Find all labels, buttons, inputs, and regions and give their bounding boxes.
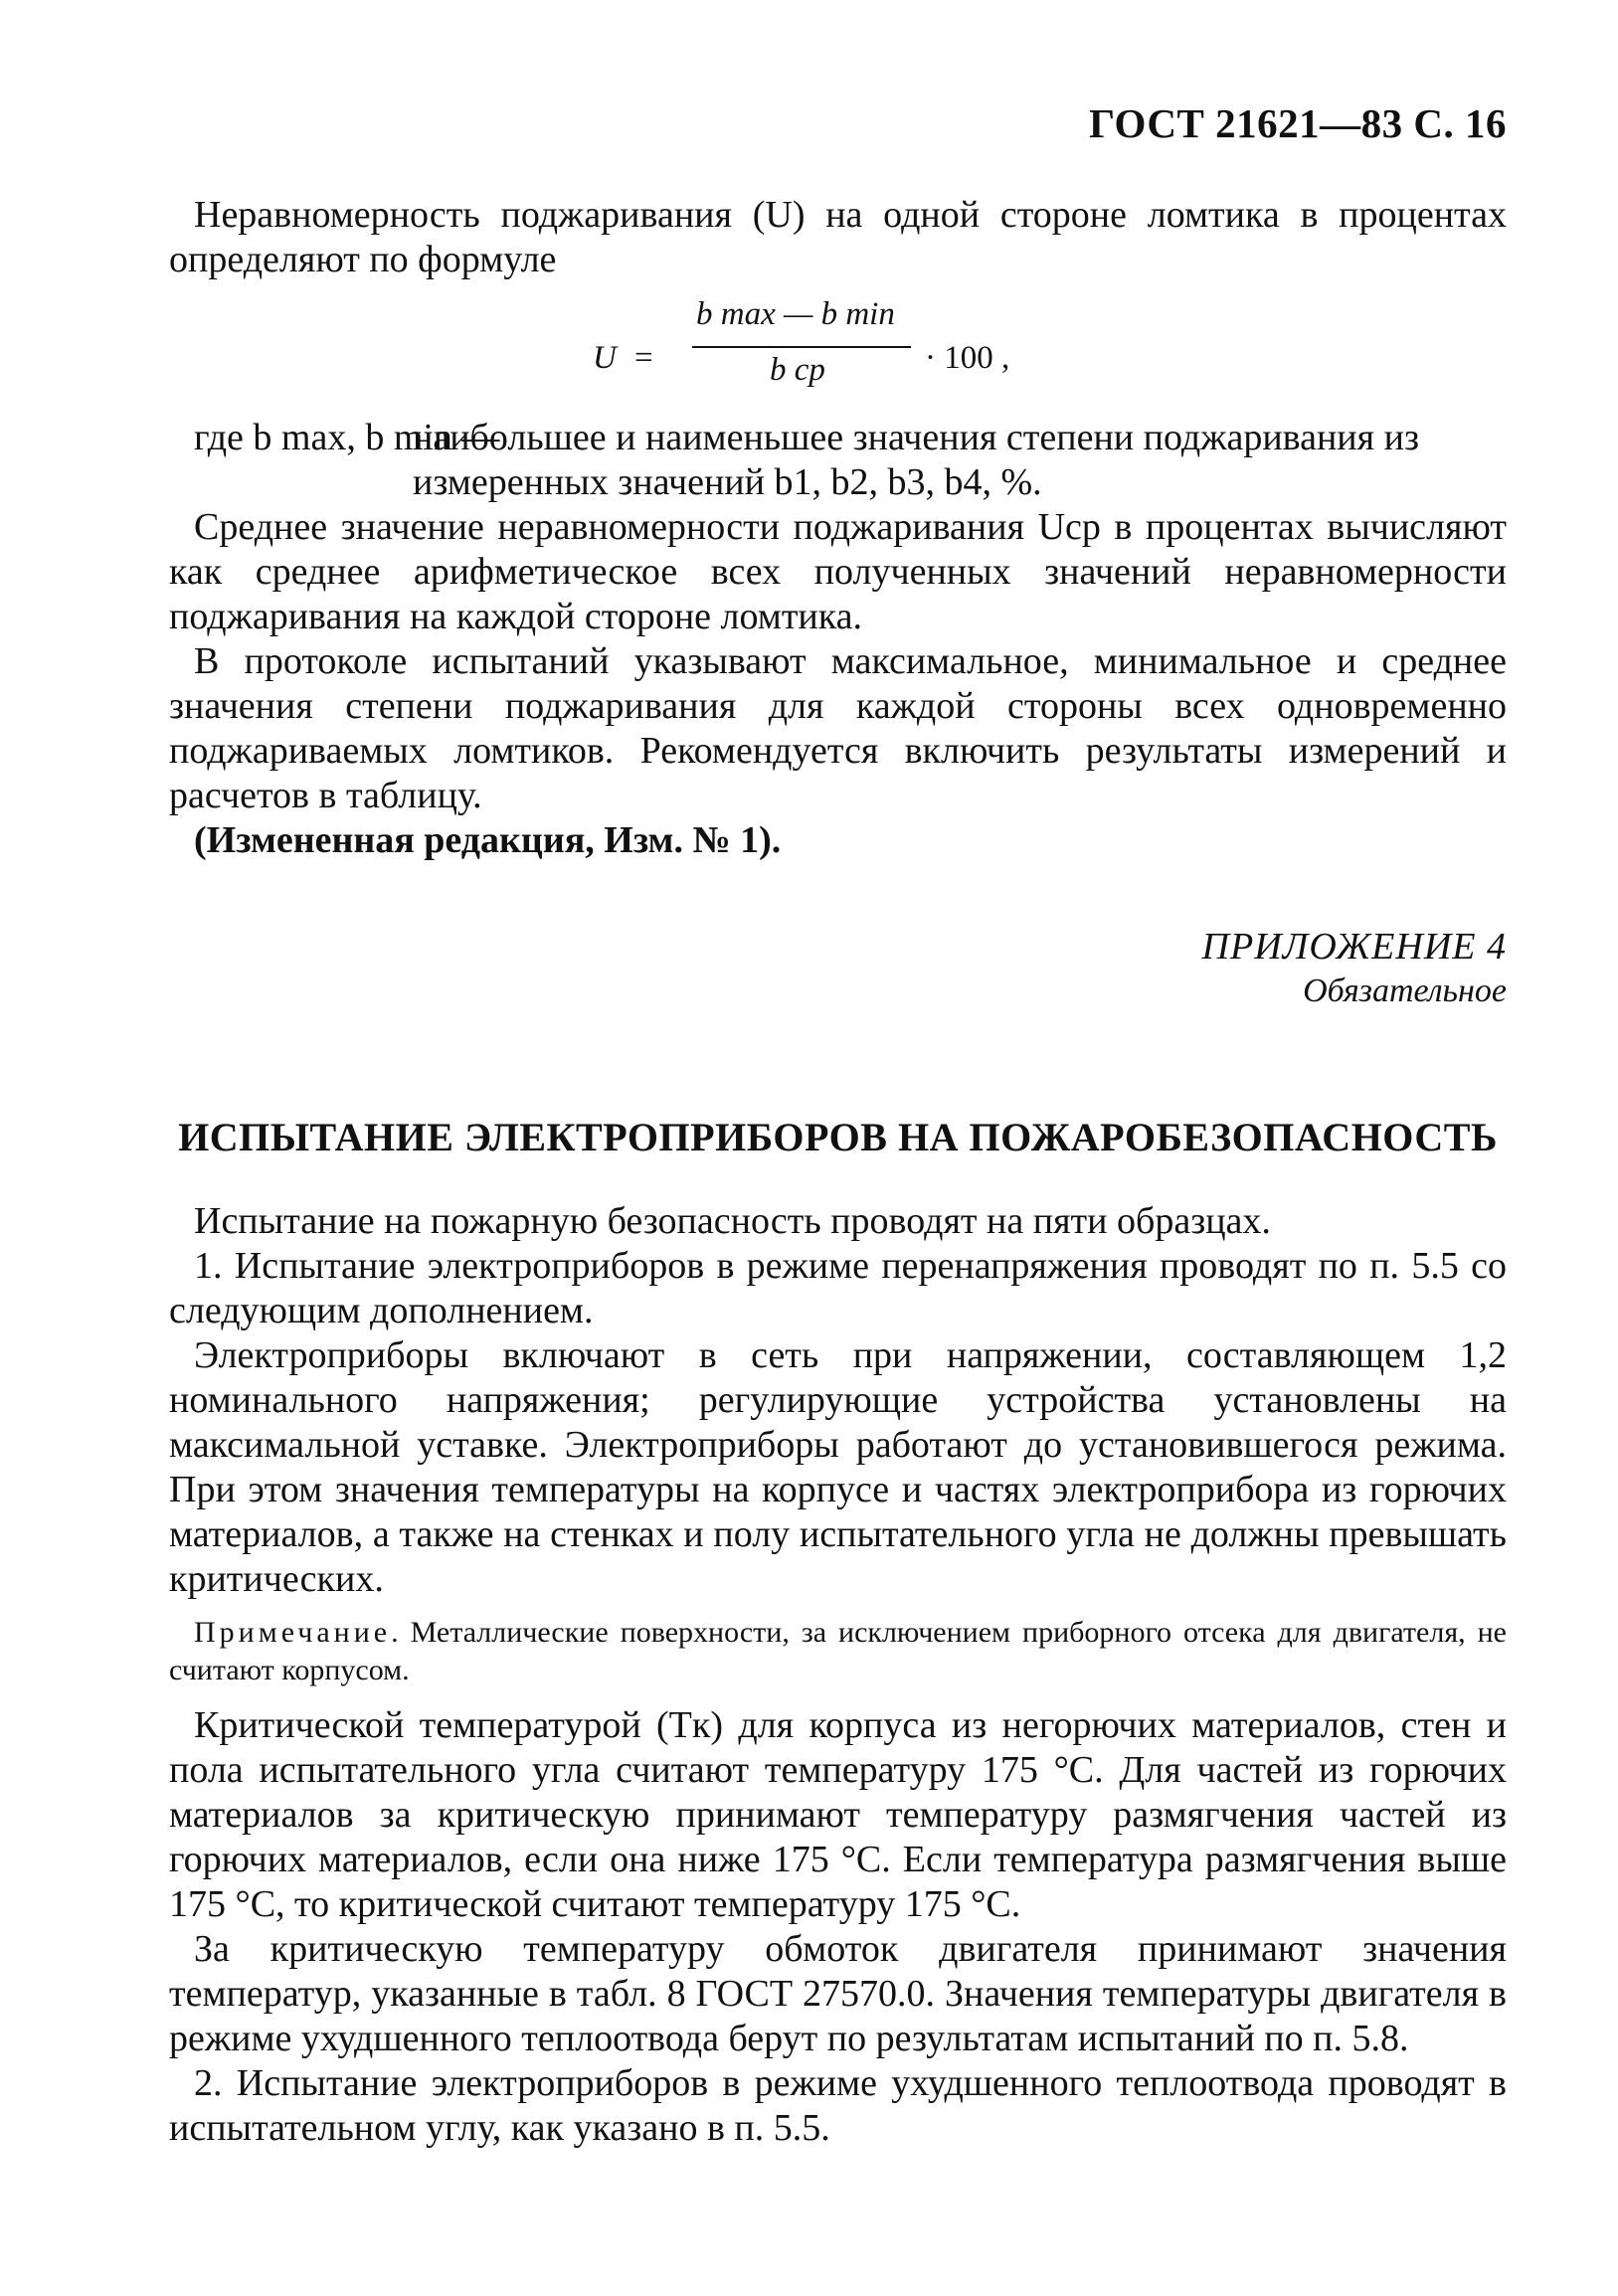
formula-numerator: b max — b min (696, 296, 895, 332)
formula-multiplier: · 100 , (925, 340, 1010, 376)
paragraph-overvoltage-details: Электроприборы включают в сеть при напряжении, составляющем 1,2 номинального напряжения; регулирующие устройства установлены на максимальной уставке. Электроприборы работают до установившегося режима. При этом значения температуры на корпусе и частях электроприбора из горючих материалов, а также на стенках и полу испытательного угла не должны превышать критических. (169, 1334, 1507, 1600)
note-text: . Металлические поверхности, за исключением приборного отсека для двигателя, не считают корпусом. (169, 1616, 1507, 1686)
legend-text: наибольшее и наименьшее значения степени поджаривания из измеренных значений b1, b2, b3, b4, %. (413, 417, 1419, 503)
annex-number: ПРИЛОЖЕНИЕ 4 (1201, 926, 1507, 968)
paragraph-samples: Испытание на пожарную безопасность проводят на пяти образцах. (194, 1200, 1271, 1242)
paragraph-formula-intro: Неравномерность поджаривания (U) на одной стороне ломтика в процентах определяют по формуле (169, 194, 1507, 280)
formula-denominator: b ср (770, 352, 825, 388)
formula-lhs: U (593, 340, 617, 376)
intro-section (169, 193, 1507, 282)
results-section (169, 505, 1507, 863)
fire-safety-section (169, 1199, 1507, 2151)
formula-equals: = (634, 340, 653, 376)
formula (593, 296, 1050, 416)
note-label: Примечание (194, 1616, 392, 1649)
annex-status: Обязательное (1303, 972, 1507, 1009)
paragraph-overvoltage: 1. Испытание электроприборов в режиме перенапряжения проводят по п. 5.5 со следующим дополнением. (169, 1245, 1507, 1331)
fraction-bar (692, 346, 911, 348)
paragraph-protocol: В протоколе испытаний указывают максимальное, минимальное и среднее значения степени поджаривания для каждой стороны всех одновременно поджариваемых ломтиков. Рекомендуется включить результаты измерений и расчетов в таблицу. (169, 640, 1507, 816)
paragraph-motor-windings: За критическую температуру обмоток двигателя принимают значения температур, указанные в табл. 8 ГОСТ 27570.0. Значения температуры двигателя в режиме ухудшенного теплоотвода берут по результатам испытаний по п. 5.8. (169, 1928, 1507, 2059)
paragraph-revision: (Измененная редакция, Изм. № 1). (194, 819, 782, 861)
legend-label: где b max, b min — (194, 417, 500, 458)
paragraph-critical-temperature: Критической температурой (Tк) для корпуса из негорючих материалов, стен и пола испытательного угла считают температуру 175 °С. Для частей из горючих материалов за критическую принимают температуру размягчения частей из горючих материалов, если она ниже 175 °С. Если температура размягчения выше 175 °С, то критической считают температуру 175 °С. (169, 1704, 1507, 1925)
page-header: ГОСТ 21621—83 С. 16 (1088, 100, 1507, 146)
note (169, 1614, 1507, 1689)
paragraph-average: Среднее значение неравномерности поджаривания Uср в процентах вычисляют как среднее арифметическое всех полученных значений неравномерности поджаривания на каждой стороне ломтика. (169, 506, 1507, 637)
paragraph-heat-dissipation: 2. Испытание электроприборов в режиме ухудшенного теплоотвода проводят в испытательном углу, как указано в п. 5.5. (169, 2062, 1507, 2149)
section-title: ИСПЫТАНИЕ ЭЛЕКТРОПРИБОРОВ НА ПОЖАРОБЕЗОПАСНОСТЬ (178, 1115, 1498, 1159)
annex-label (1202, 925, 1507, 1010)
